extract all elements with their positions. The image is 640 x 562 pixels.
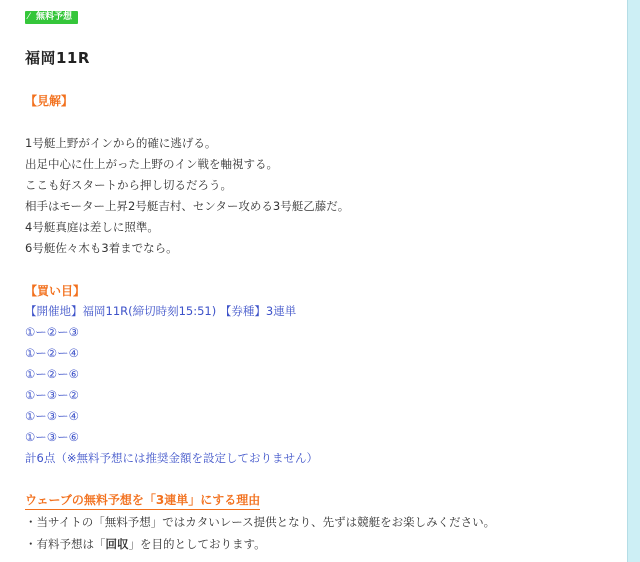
opinion-line: 4号艇真庭は差しに照準。 (25, 220, 159, 234)
opinion-heading: 【見解】 (25, 94, 74, 108)
reason-line-2-prefix: ・有料予想は「 (25, 537, 106, 551)
opinion-line: 出足中心に仕上がった上野のイン戦を軸視する。 (25, 157, 278, 171)
opinion-line: 6号艇佐々木も3着までなら。 (25, 241, 178, 255)
reason-line-2-suffix: 」を目的としております。 (128, 537, 266, 551)
bet-combo: ①ー②ー⑥ (25, 367, 79, 381)
opinion-line: 相手はモーター上昇2号艇吉村、センター攻める3号艇乙藤だ。 (25, 199, 350, 213)
bets-heading: 【買い目】 (25, 284, 86, 298)
recovery-emphasis: 回収 (105, 537, 129, 551)
opinion-line: ここも好スタートから押し切るだろう。 (25, 178, 232, 192)
bet-combo: ①ー③ー② (25, 388, 79, 402)
bet-total: 計6点（※無料予想には推奨金額を設定しておりません） (25, 451, 318, 465)
reason-heading: ウェーブの無料予想を「3連単」にする理由 (25, 491, 260, 510)
reason-line-1: ・当サイトの「無料予想」ではカタいレース提供となり、先ずは競艇をお楽しみください。 (25, 515, 496, 529)
badge-label: 無料予想 (36, 12, 73, 22)
opinion-line: 1号艇上野がインから的確に逃げる。 (25, 136, 217, 150)
race-title: 福岡11R (25, 49, 90, 67)
slash-icon: ⁄ (28, 12, 30, 22)
bet-combo: ①ー③ー④ (25, 409, 79, 423)
bet-info: 【開催地】福岡11R(締切時刻15:51) 【券種】3連単 (25, 304, 297, 318)
bet-combo: ①ー③ー⑥ (25, 430, 79, 444)
bet-combo: ①ー②ー④ (25, 346, 79, 360)
free-prediction-badge (25, 11, 78, 24)
bet-combo: ①ー②ー③ (25, 325, 79, 339)
reason-line-2 (25, 536, 266, 552)
